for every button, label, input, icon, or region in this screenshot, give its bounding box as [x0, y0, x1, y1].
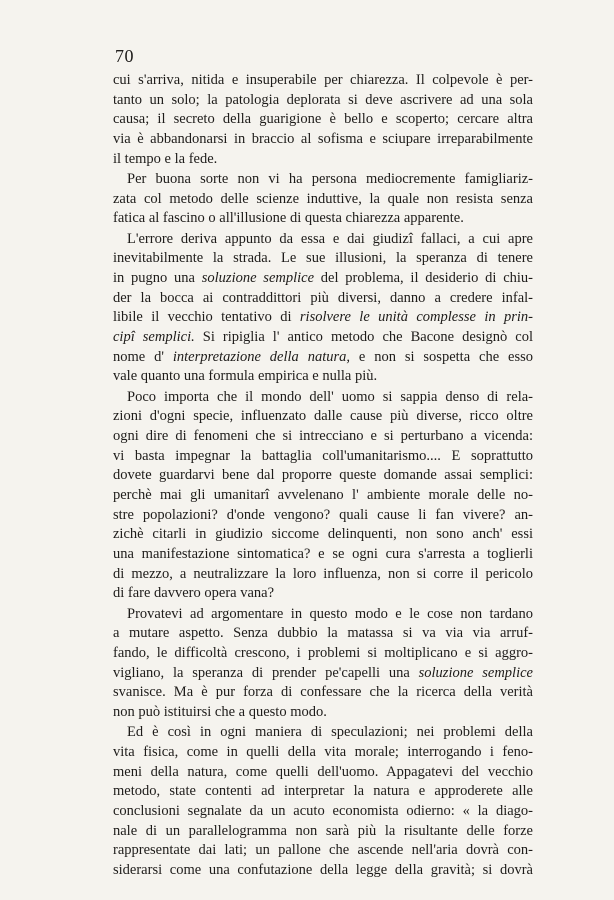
- text-run: conclusioni segnalate da un acuto economista odierno: « la diago-: [113, 802, 533, 819]
- text-line: [113, 249, 533, 269]
- text-line: [113, 584, 533, 604]
- text-run: vi basta impegnar la battaglia coll'umanitarismo.... E soprattutto: [113, 447, 533, 464]
- text-line: [113, 486, 533, 506]
- text-run: via è abbandonarsi in braccio al sofisma e sciupare irreparabilmente: [113, 131, 533, 148]
- text-line: [113, 447, 533, 467]
- text-run: der la bocca ai contraddittori più diversi, danno a credere infal-: [113, 289, 533, 306]
- text-line: [113, 683, 533, 703]
- text-line: [113, 269, 533, 289]
- paragraph: [113, 71, 533, 169]
- text-run: il tempo e la fede.: [113, 150, 218, 167]
- text-line: [113, 802, 533, 822]
- text-line: [113, 308, 533, 328]
- text-line: [113, 743, 533, 763]
- italic-phrase: risolvere le unità complesse in prin-: [299, 309, 533, 326]
- italic-phrase: cipî semplici.: [113, 328, 195, 345]
- text-line: [113, 110, 533, 130]
- text-line: [113, 723, 533, 743]
- text-line: [113, 841, 533, 861]
- text-run: Per buona sorte non vi ha persona mediocremente famigliariz-: [127, 170, 533, 187]
- text-run: Si ripiglia l' antico metodo che Bacone designò col: [194, 328, 533, 345]
- text-run: zioni d'ogni specie, influenzato dalle cause più diverse, ricco oltre: [113, 408, 533, 425]
- text-run: svanisce. Ma è pur forza di confessare che la ricerca della verità: [113, 684, 533, 701]
- text-line: [113, 644, 533, 664]
- text-run: e non si sospetta che esso: [350, 348, 533, 365]
- text-run: libile il vecchio tentativo di: [113, 309, 300, 326]
- text-line: [113, 407, 533, 427]
- text-line: [113, 782, 533, 802]
- text-run: perchè mai gli umanitarî avvelenano l' ambiente morale delle no-: [113, 486, 533, 503]
- text-line: [113, 367, 533, 387]
- text-run: meni della natura, come quelli dell'uomo. Appagatevi del vecchio: [113, 763, 533, 780]
- text-run: fatica al fascino o all'illusione di questa chiarezza apparente.: [113, 210, 464, 227]
- text-run: causa; il secreto della guarigione è bello e scoperto; cercare altra: [113, 111, 533, 128]
- text-run: rappresentate dai lati; un pallone che ascende nell'aria dovrà con-: [113, 842, 533, 859]
- paragraph: [113, 230, 533, 388]
- text-line: [113, 170, 533, 190]
- text-run: dovete guardarvi bene dal proporre queste domande assai semplici:: [113, 467, 533, 484]
- text-run: siderarsi come una confutazione della legge della gravità; si dovrà: [113, 862, 533, 878]
- text-line: [113, 763, 533, 783]
- text-line: [113, 605, 533, 625]
- text-line: [113, 289, 533, 309]
- text-line: [113, 150, 533, 170]
- text-line: [113, 506, 533, 526]
- paragraph: [113, 388, 533, 605]
- text-line: [113, 427, 533, 447]
- text-run: metodo, state contenti ad interpretar la natura e approderete alle: [113, 783, 533, 800]
- paragraph: [113, 605, 533, 723]
- text-line: [113, 565, 533, 585]
- paragraph: [113, 723, 533, 881]
- text-line: [113, 130, 533, 150]
- text-run: zichè citarli in giudizio siccome delinquenti, non sono anch' essi: [113, 526, 533, 543]
- text-run: vigliano, la speranza di prender pe'capelli una: [113, 664, 419, 681]
- text-run: non può istituirsi che a questo modo.: [113, 704, 327, 720]
- text-run: tanto un solo; la patologia deplorata si deve ascrivere ad una sola: [113, 91, 533, 108]
- text-line: [113, 466, 533, 486]
- text-run: vale quanto una formula empirica e nulla più.: [113, 368, 378, 385]
- text-run: di fare davvero opera vana?: [113, 585, 275, 602]
- text-line: [113, 664, 533, 684]
- text-run: ogni dire di fenomeni che si intrecciano e si perturbano a vicenda:: [113, 427, 533, 444]
- text-line: [113, 545, 533, 565]
- text-line: [113, 230, 533, 250]
- text-run: L'errore deriva appunto da essa e dai giudizî fallaci, a cui apre: [127, 230, 533, 247]
- text-line: [113, 525, 533, 545]
- text-run: cui s'arriva, nitida e insuperabile per chiarezza. Il colpevole è per-: [113, 72, 533, 88]
- text-run: vita fisica, come in quelli della vita morale; interrogando i feno-: [113, 743, 533, 760]
- text-line: [113, 71, 533, 91]
- text-line: [113, 861, 533, 881]
- body-text: [113, 71, 533, 881]
- text-run: Poco importa che il mondo dell' uomo si sappia denso di rela-: [127, 388, 533, 405]
- page-number: 70: [115, 46, 134, 66]
- paragraph: [113, 170, 533, 229]
- text-line: [113, 91, 533, 111]
- text-line: [113, 388, 533, 408]
- text-run: stre popolazioni? d'onde vengono? quali cause li fan vivere? an-: [113, 506, 533, 523]
- text-run: zata col metodo delle scienze induttive, la quale non resista senza: [113, 190, 533, 207]
- text-run: Ed è così in ogni maniera di speculazioni; nei problemi della: [127, 724, 533, 741]
- italic-phrase: interpretazione della natura,: [172, 348, 350, 365]
- text-line: [113, 822, 533, 842]
- text-line: [113, 624, 533, 644]
- text-line: [113, 348, 533, 368]
- italic-phrase: soluzione semplice: [201, 269, 315, 286]
- text-run: una manifestazione sintomatica? e se ogni cura s'arresta a toglierli: [113, 546, 533, 562]
- text-line: [113, 190, 533, 210]
- text-run: di mezzo, a neutralizzare la loro influenza, non si corre il pericolo: [113, 565, 533, 582]
- text-run: del problema, il desiderio di chiu-: [314, 269, 533, 286]
- text-run: inevitabilmente la strada. Le sue illusioni, la speranza di tenere: [113, 250, 533, 267]
- text-run: Provatevi ad argomentare in questo modo e le cose non tardano: [127, 605, 533, 622]
- text-run: a mutare aspetto. Senza dubbio la matassa si va via via arruf-: [113, 625, 533, 642]
- text-run: nale di un parallelogramma non sarà più la risultante delle forze: [113, 822, 533, 839]
- text-run: in pugno una: [113, 269, 202, 286]
- text-line: [113, 328, 533, 348]
- text-line: [113, 209, 533, 229]
- text-line: [113, 703, 533, 723]
- italic-phrase: soluzione semplice: [418, 664, 533, 681]
- text-run: nome d': [113, 348, 173, 365]
- text-run: fando, le difficoltà crescono, i problemi si moltiplicano e si aggro-: [113, 644, 533, 661]
